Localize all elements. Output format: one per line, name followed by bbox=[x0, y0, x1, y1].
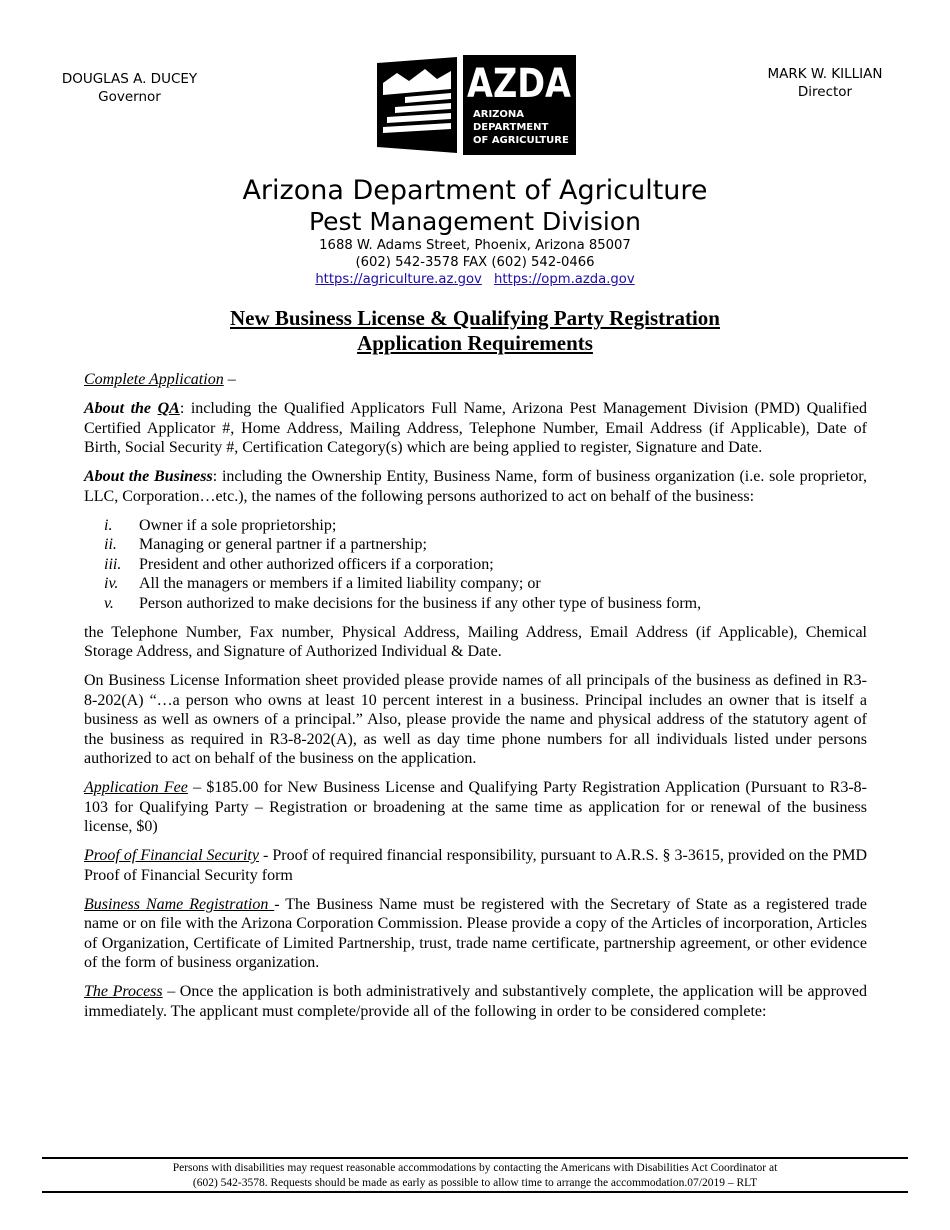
logo-acronym: AZDA bbox=[467, 61, 572, 107]
about-business-label: About the Business bbox=[84, 468, 213, 485]
document-title-line2: Application Requirements bbox=[357, 331, 593, 355]
process-paragraph: The Process – Once the application is both administratively and substantively complete, the application will be approved immediately. The applicant must complete/provide all of the following in order to be considered complete: bbox=[84, 983, 868, 1020]
list-item: iv. All the managers or members if a limited liability company; or bbox=[104, 575, 541, 592]
about-qa-paragraph: About the QA: including the Qualified Applicators Full Name, Arizona Pest Management Division (PMD) Qualified Certified Applicator #, Home Address, Mailing Address, Telephone Number, Email Address (if Applicable), Date of Birth, Social Security #, Certification Category(s) which are being applied to register, Signature and Date. bbox=[84, 400, 868, 456]
division-name: Pest Management Division bbox=[308, 207, 642, 236]
process-label: The Process bbox=[84, 983, 163, 1000]
footer-bottom-rule bbox=[42, 1191, 908, 1193]
application-fee-paragraph: Application Fee – $185.00 for New Business License and Qualifying Party Registration Application (Pursuant to R3-8-103 for Qualifying Party – Registration or broadening at the same time as application for or renewal of the business license, $0) bbox=[84, 779, 867, 835]
agency-name: Arizona Department of Agriculture bbox=[242, 175, 708, 206]
governor-title: Governor bbox=[98, 89, 161, 105]
agency-phone-fax: (602) 542-3578 FAX (602) 542-0466 bbox=[355, 255, 595, 270]
requirements-body bbox=[84, 370, 867, 1031]
agency-links bbox=[0, 271, 950, 288]
complete-application-heading: Complete Application – bbox=[84, 371, 236, 388]
footer-notice bbox=[42, 1161, 908, 1190]
contact-details-paragraph: the Telephone Number, Fax number, Physical Address, Mailing Address, Email Address (if Applicable), Chemical Storage Address, and Signature of Authorized Individual & Date. bbox=[84, 623, 867, 660]
business-name-paragraph: Business Name Registration - The Business Name must be registered with the Secretary of State as a registered trade name or on file with the Arizona Corporation Commission. Please provide a copy of the Articles of incorporation, Articles of Organization, Certificate of Limited Partnership, trust, trade name certificate, partnership agreement, or other evidence of the form of business organization. bbox=[84, 895, 868, 971]
about-qa-label: About the QA bbox=[84, 400, 180, 417]
principals-paragraph: On Business License Information sheet provided please provide names of all principals of the business as defined in R3-8-202(A) “…a person who owns at least 10 percent interest in a business. Principal includes an owner that is itself a business as well as owners of a principal.” Also, please provide the name and physical address of the statutory agent of the business as required in R3-8-202(A), as well as day time phone numbers for all individuals listed under persons authorized to act on behalf of the business on the application. bbox=[84, 672, 867, 767]
complete-application-label: Complete Application bbox=[84, 371, 224, 388]
opm-link[interactable]: https://opm.azda.gov bbox=[494, 272, 635, 287]
logo-line3: OF AGRICULTURE bbox=[473, 135, 569, 146]
director-block bbox=[745, 65, 905, 101]
authorized-persons-list bbox=[84, 516, 867, 614]
logo-line2: DEPARTMENT bbox=[473, 122, 549, 133]
list-item: i. Owner if a sole proprietorship; bbox=[104, 516, 337, 534]
footer-top-rule bbox=[42, 1157, 908, 1159]
about-business-paragraph: About the Business: including the Ownership Entity, Business Name, form of business organization (i.e. sole proprietor, LLC, Corporation…etc.), the names of the following persons authorized to act on behalf of the business: bbox=[84, 468, 867, 505]
azda-logo bbox=[375, 55, 577, 155]
director-title: Director bbox=[797, 84, 853, 100]
list-item: ii. Managing or general partner if a partnership; bbox=[104, 536, 427, 553]
list-item: v. Person authorized to make decisions for the business if any other type of business form, bbox=[104, 594, 702, 612]
business-name-label: Business Name Registration bbox=[84, 895, 275, 913]
agriculture-link[interactable]: https://agriculture.az.gov bbox=[315, 272, 482, 287]
agency-address: 1688 W. Adams Street, Phoenix, Arizona 85007 bbox=[319, 238, 631, 253]
list-item: iii. President and other authorized officers if a corporation; bbox=[104, 555, 494, 573]
logo-line1: ARIZONA bbox=[473, 109, 525, 120]
governor-name: DOUGLAS A. DUCEY bbox=[61, 71, 198, 87]
footer-line1: Persons with disabilities may request reasonable accommodations by contacting the Americans with Disabilities Act Coordinator at bbox=[172, 1162, 778, 1174]
financial-security-paragraph: Proof of Financial Security - Proof of required financial responsibility, pursuant to A.R.S. § 3-3615, provided on the PMD Proof of Financial Security form bbox=[84, 847, 867, 884]
application-fee-label: Application Fee bbox=[84, 779, 188, 796]
director-name: MARK W. KILLIAN bbox=[767, 66, 883, 82]
governor-block bbox=[52, 70, 207, 106]
document-title-line1: New Business License & Qualifying Party Registration bbox=[230, 306, 720, 330]
financial-security-label: Proof of Financial Security bbox=[84, 847, 259, 864]
footer-line2: (602) 542-3578. Requests should be made as early as possible to allow time to arrange the accommodation.07/2019 – RLT bbox=[192, 1176, 758, 1189]
